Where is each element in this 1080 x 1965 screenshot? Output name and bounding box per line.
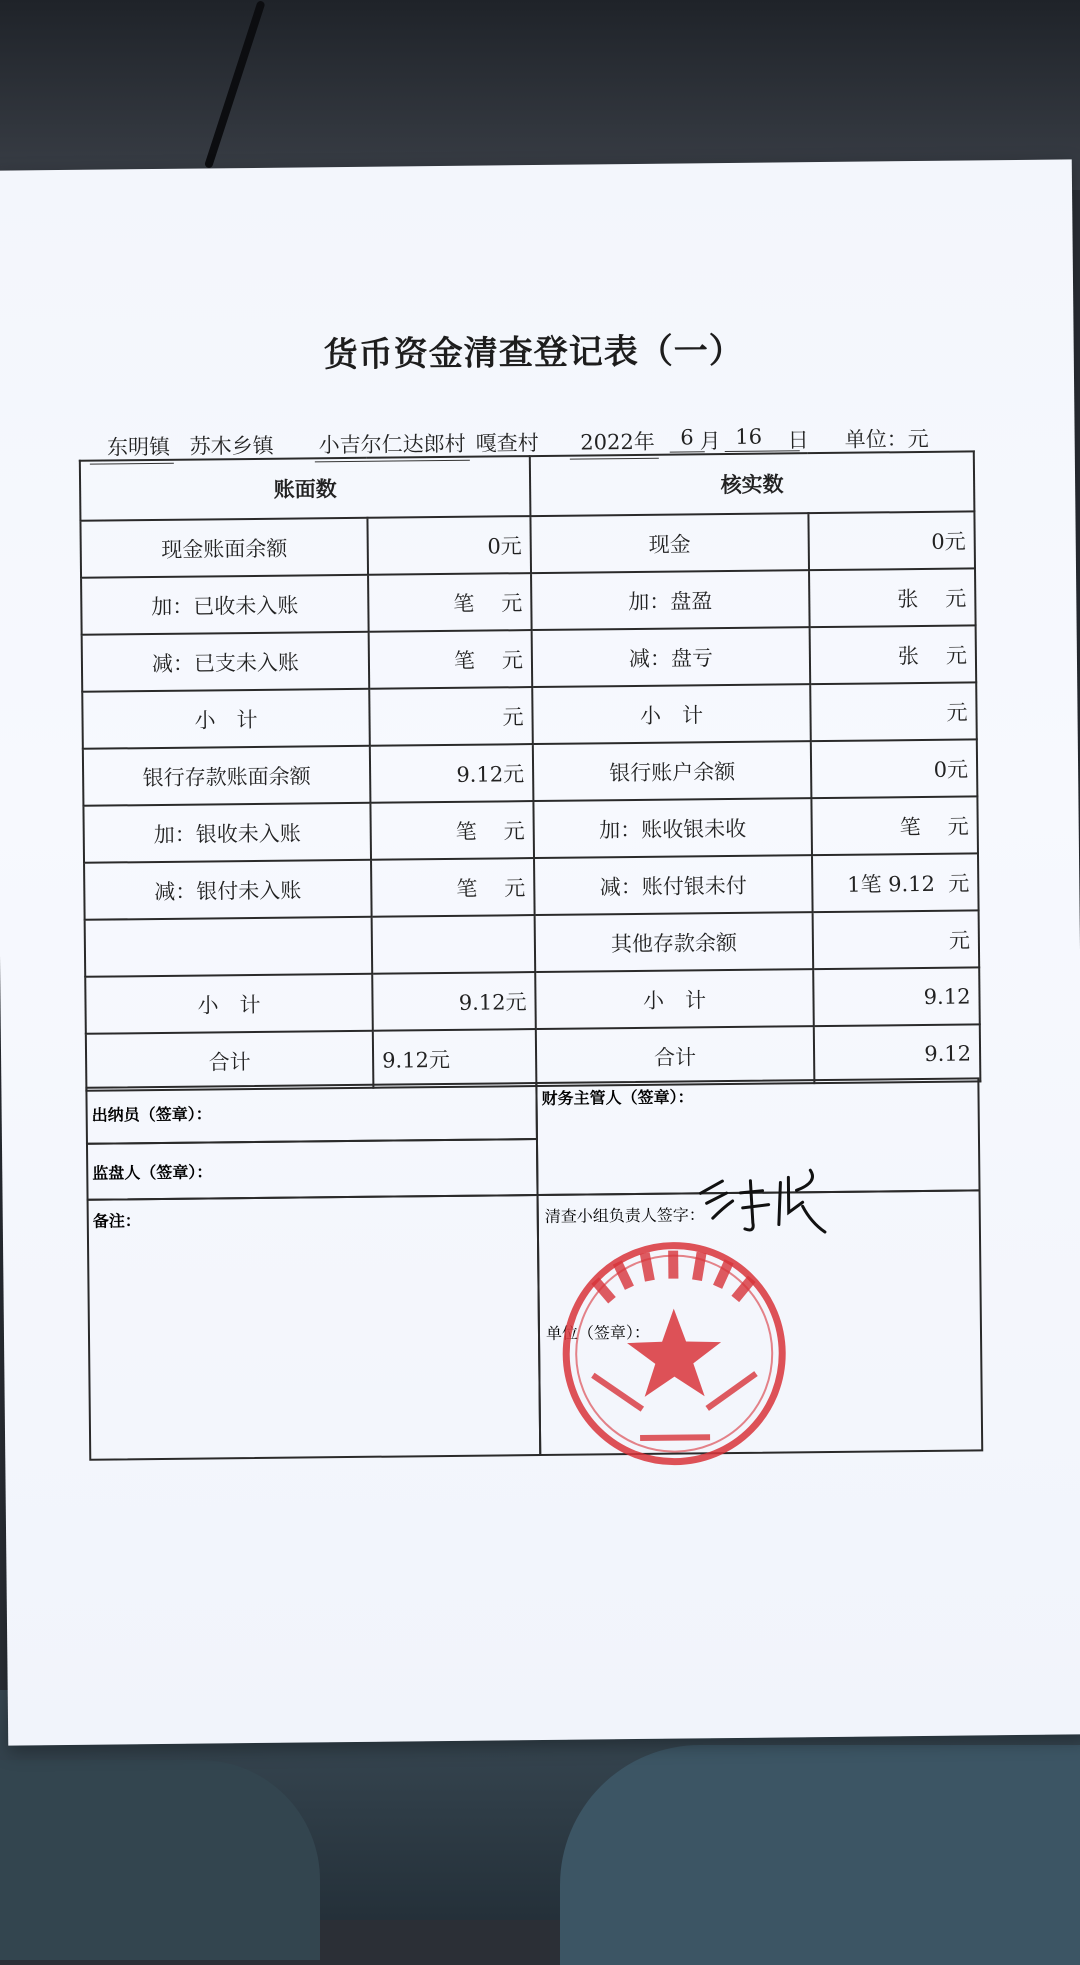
row-label: 减：已支未入账 bbox=[82, 632, 370, 692]
unit-seal-label: 单位（签章）： bbox=[545, 1322, 651, 1343]
table-row bbox=[85, 910, 980, 976]
table-row bbox=[80, 511, 975, 577]
row-value bbox=[372, 915, 536, 974]
row-label: 加：账收银未收 bbox=[533, 798, 812, 858]
row-value: 张 元 bbox=[809, 568, 976, 627]
table-header-row bbox=[80, 451, 975, 520]
row-label: 减：账付银未付 bbox=[534, 855, 813, 915]
month-label: 月 bbox=[699, 429, 721, 454]
village-field: 小吉尔仁达郎村 bbox=[315, 428, 470, 463]
row-label: 小 计 bbox=[85, 974, 373, 1034]
cashier-label: 出纳员（签章）： bbox=[91, 1104, 212, 1125]
row-label: 现金账面余额 bbox=[80, 518, 368, 578]
row-label: 合计 bbox=[536, 1026, 815, 1086]
cashier-box bbox=[85, 1082, 538, 1145]
table-row bbox=[81, 568, 976, 634]
official-seal-stamp bbox=[558, 1237, 790, 1469]
column-header-verified: 核实数 bbox=[530, 451, 975, 516]
row-value: 9.12元 bbox=[370, 744, 534, 803]
row-value: 9.12 bbox=[813, 967, 980, 1026]
row-value: 0元 bbox=[808, 511, 975, 570]
row-value: 0元 bbox=[367, 516, 531, 575]
form-title: 货币资金清查登记表（一） bbox=[323, 330, 744, 376]
row-value: 1笔 9.12 元 bbox=[812, 853, 979, 912]
row-value: 9.12元 bbox=[373, 1029, 537, 1088]
background-knee-left bbox=[0, 1760, 320, 1960]
row-label: 现金 bbox=[530, 513, 809, 573]
row-label: 小 计 bbox=[82, 689, 370, 749]
row-label: 减：盘亏 bbox=[532, 627, 811, 687]
handwritten-signature bbox=[692, 1162, 833, 1243]
team-leader-label: 清查小组负责人签字： bbox=[544, 1205, 705, 1226]
row-label: 合计 bbox=[86, 1031, 374, 1091]
table-row bbox=[82, 682, 977, 748]
village-label: 嘎查村 bbox=[475, 430, 539, 456]
row-value: 笔 元 bbox=[811, 796, 978, 855]
table-row bbox=[85, 967, 980, 1033]
row-label: 小 计 bbox=[535, 969, 814, 1029]
row-label: 加：盘盈 bbox=[531, 570, 810, 630]
supervisor-label: 监盘人（签章）： bbox=[92, 1162, 213, 1183]
paper-form bbox=[0, 159, 1080, 1745]
unit-label: 单位：元 bbox=[844, 426, 929, 452]
day-label: 日 bbox=[787, 428, 809, 453]
ledger-table bbox=[79, 450, 982, 1091]
row-label: 其他存款余额 bbox=[535, 912, 814, 972]
row-value: 9.12 bbox=[814, 1024, 981, 1083]
row-value: 笔 元 bbox=[370, 801, 534, 860]
town-field: 东明镇 bbox=[90, 431, 175, 465]
table-row bbox=[82, 625, 977, 691]
row-value: 张 元 bbox=[810, 625, 977, 684]
background-knee-right bbox=[560, 1745, 1080, 1965]
row-label: 减：银付未入账 bbox=[84, 860, 372, 920]
row-label: 加：银收未入账 bbox=[83, 803, 371, 863]
supervisor-box bbox=[86, 1138, 539, 1201]
row-label: 银行存款账面余额 bbox=[83, 746, 371, 806]
row-value: 9.12元 bbox=[372, 972, 536, 1031]
row-value: 元 bbox=[369, 687, 533, 746]
year-field: 2022年 bbox=[569, 426, 658, 460]
row-label: 小 计 bbox=[532, 684, 811, 744]
remarks-label: 备注： bbox=[92, 1211, 141, 1231]
remarks-box bbox=[87, 1194, 542, 1461]
row-value: 0元 bbox=[811, 739, 978, 798]
row-label: 加：已收未入账 bbox=[81, 575, 369, 635]
table-row bbox=[84, 853, 979, 919]
township-label: 苏木乡镇 bbox=[189, 433, 274, 459]
month-field: 6 bbox=[669, 425, 704, 452]
finance-head-label: 财务主管人（签章）： bbox=[541, 1087, 694, 1108]
table-row bbox=[83, 739, 978, 805]
row-value: 元 bbox=[810, 682, 977, 741]
day-field: 16 bbox=[724, 424, 799, 452]
column-header-book: 账面数 bbox=[80, 456, 531, 521]
row-value: 笔 元 bbox=[368, 573, 532, 632]
table-row bbox=[83, 796, 978, 862]
row-label bbox=[85, 917, 373, 977]
row-value: 元 bbox=[813, 910, 980, 969]
row-value: 笔 元 bbox=[371, 858, 535, 917]
row-label: 银行账户余额 bbox=[533, 741, 812, 801]
row-value: 笔 元 bbox=[369, 630, 533, 689]
